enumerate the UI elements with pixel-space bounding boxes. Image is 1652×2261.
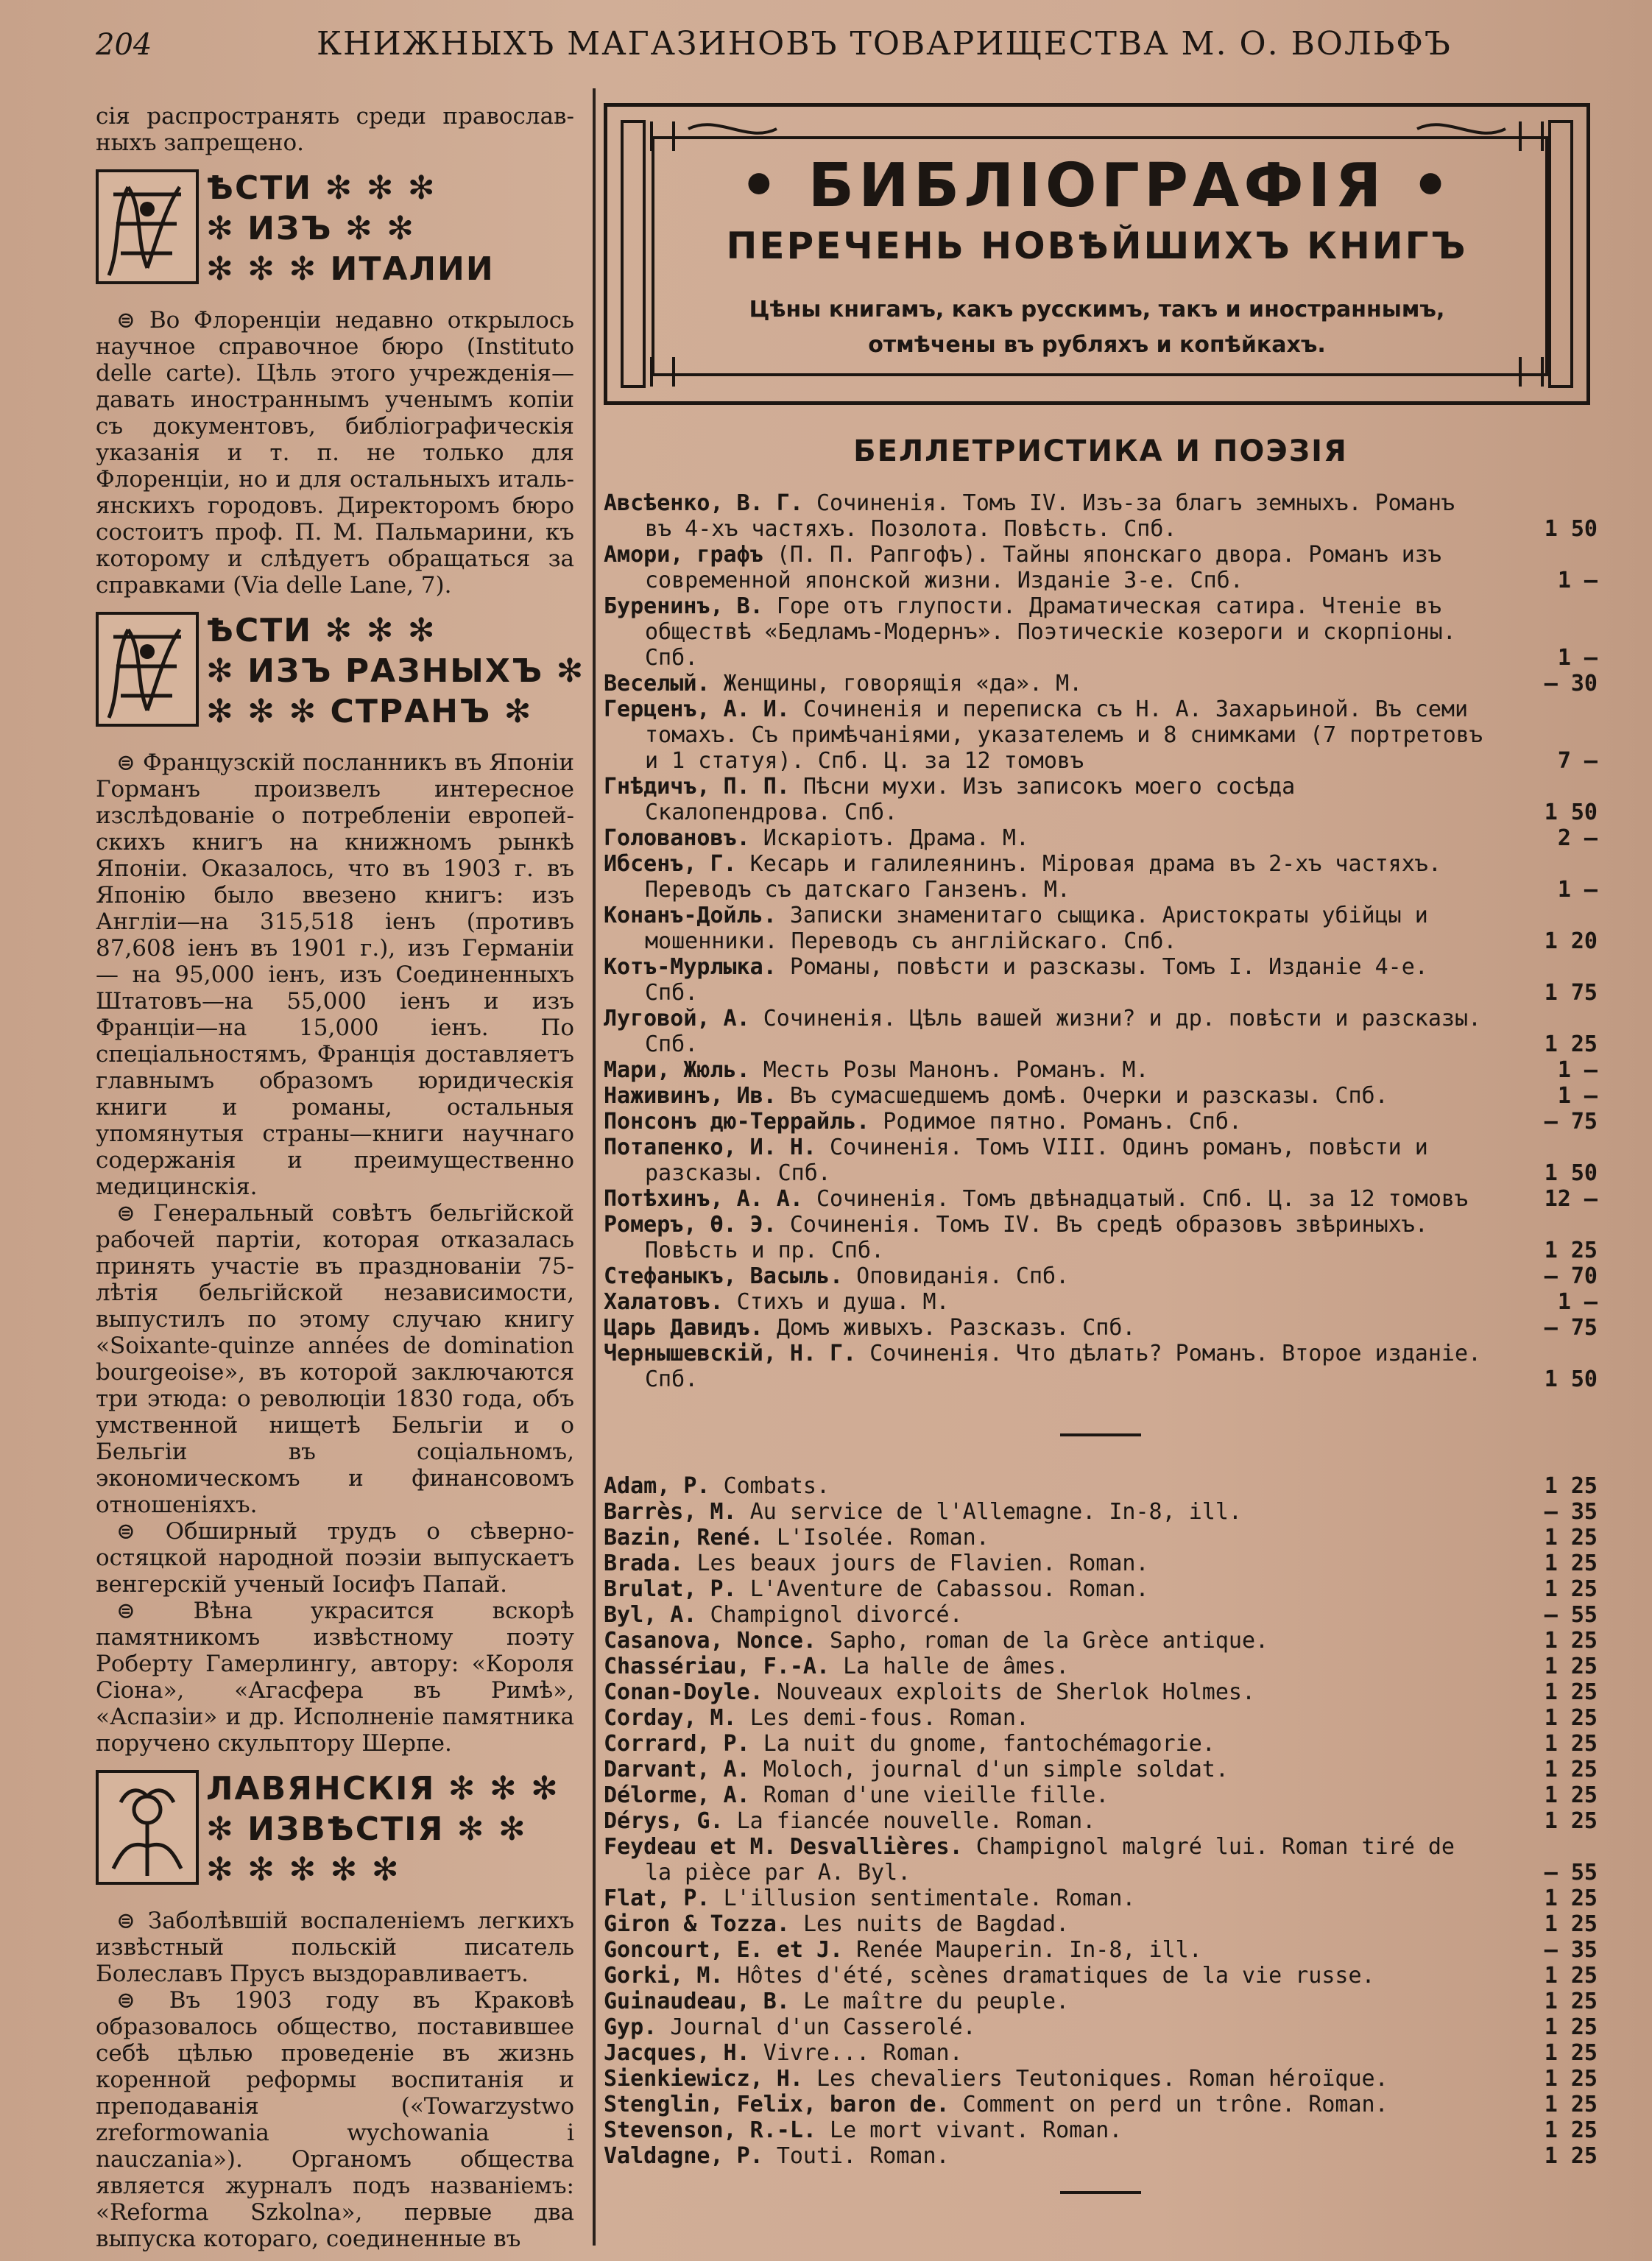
- book-author: Веселый.: [604, 671, 710, 696]
- book-entry: [604, 2143, 1598, 2169]
- book-title: Сочиненія. Томъ двѣнадцатый. Спб. Ц. за 12 томовъ: [816, 1186, 1469, 1212]
- book-author: Герценъ, А. И.: [604, 696, 790, 722]
- book-entry: [604, 1731, 1598, 1757]
- book-title: Романы, повѣсти и разсказы. Томъ I. Изданіе 4-е. Спб.: [645, 954, 1428, 1006]
- russian-book-list: [604, 490, 1598, 1392]
- section-title-line: ѢСТИ ✻ ✻ ✻: [206, 169, 437, 207]
- section-title-line: ✻ ИЗЪ ✻ ✻: [206, 210, 415, 247]
- book-entry: [604, 2066, 1598, 2092]
- book-price: — 55: [1544, 1860, 1598, 1886]
- book-price: 1 25: [1544, 1911, 1598, 1937]
- section-title-line: ✻ ИЗВѢСТІЯ ✻ ✻: [206, 1810, 527, 1848]
- book-title: Combats.: [723, 1473, 830, 1499]
- book-title: Le mort vivant. Roman.: [830, 2117, 1123, 2143]
- book-entry: [604, 1886, 1598, 1911]
- book-entry: [604, 1551, 1598, 1576]
- book-price: 1 50: [1544, 1366, 1598, 1392]
- book-price: 1 25: [1544, 1731, 1598, 1757]
- book-title: Le maître du peuple.: [802, 1989, 1070, 2014]
- page-header: [96, 25, 1612, 69]
- book-entry: [604, 851, 1598, 903]
- book-author: Ибсенъ, Г.: [604, 851, 737, 877]
- book-author: Adam, P.: [604, 1473, 710, 1499]
- book-title: Les nuits de Bagdad.: [802, 1911, 1070, 1937]
- book-title: Champignol malgré lui. Roman tiré de la pièce par A. Byl.: [645, 1834, 1455, 1886]
- book-author: Corday, M.: [604, 1705, 737, 1731]
- book-author: Gyp.: [604, 2014, 657, 2040]
- book-entry: [604, 1212, 1598, 1263]
- section-title-line: ѢСТИ ✻ ✻ ✻: [206, 612, 437, 649]
- section-head-italy: [96, 169, 574, 298]
- book-title: Journal d'un Casserolé.: [670, 2014, 976, 2040]
- book-entry: [604, 1186, 1598, 1212]
- book-author: Мари, Жюль.: [604, 1057, 750, 1083]
- book-title: Родимое пятно. Романъ. Спб.: [883, 1109, 1242, 1135]
- book-price: 1 25: [1544, 1576, 1598, 1602]
- book-author: Наживинъ, Ив.: [604, 1083, 777, 1109]
- book-title: Les beaux jours de Flavien. Roman.: [696, 1551, 1149, 1576]
- book-title: Vivre... Roman.: [763, 2040, 963, 2066]
- book-price: 1 25: [1544, 1989, 1598, 2014]
- book-entry: [604, 1289, 1598, 1315]
- paragraph: ⊜ Обширный трудъ о сѣверно-остяцкой народной поэзіи выпускаетъ венгерскій ученый Іосифъ Папай.: [96, 1518, 574, 1598]
- book-author: Царь Давидъ.: [604, 1315, 763, 1341]
- book-price: 1 25: [1544, 1782, 1598, 1808]
- book-price: 1 25: [1544, 1473, 1598, 1499]
- book-author: Stenglin, Felix, baron de.: [604, 2092, 950, 2117]
- book-author: Barrès, M.: [604, 1499, 737, 1525]
- book-price: 1 25: [1544, 1551, 1598, 1576]
- section-title-line: ✻ ✻ ✻ ИТАЛИИ: [206, 250, 495, 288]
- intro-paragraph: сія распространять среди православ-ныхъ запрещено.: [96, 103, 574, 156]
- book-price: 1 25: [1544, 2040, 1598, 2066]
- book-author: Головановъ.: [604, 825, 750, 851]
- book-title: Moloch, journal d'un simple soldat.: [763, 1757, 1229, 1782]
- book-entry: [604, 1654, 1598, 1679]
- book-author: Потѣхинъ, А. А.: [604, 1186, 803, 1212]
- book-title: Женщины, говорящія «да». М.: [723, 671, 1083, 696]
- book-entry: [604, 1341, 1598, 1392]
- book-price: 1 —: [1557, 568, 1598, 593]
- bibliography-subtitle: ПЕРЕЧЕНЬ НОВѢЙШИХЪ КНИГЪ: [726, 225, 1468, 267]
- section-head-various-countries: [96, 612, 585, 741]
- book-author: Котъ-Мурлыка.: [604, 954, 777, 980]
- book-author: Brulat, P.: [604, 1576, 737, 1602]
- book-entry: [604, 1473, 1598, 1499]
- book-author: Byl, A.: [604, 1602, 697, 1628]
- book-author: Flat, P.: [604, 1886, 710, 1911]
- book-entry: [604, 774, 1598, 825]
- section-divider: [1060, 1433, 1141, 1436]
- book-entry: [604, 2092, 1598, 2117]
- book-price: 1 25: [1544, 1679, 1598, 1705]
- book-title: Les chevaliers Teutoniques. Roman héroïque.: [816, 2066, 1388, 2092]
- book-author: Guinaudeau, B.: [604, 1989, 790, 2014]
- book-title: Оповиданія. Спб.: [856, 1263, 1070, 1289]
- book-price: 1 25: [1544, 1654, 1598, 1679]
- paragraph: ⊜ Генеральный совѣтъ бельгійской рабочей партіи, которая отказалась принять участіе въ празднованіи 75-лѣтія бельгійской независимости, выпустилъ по этому случаю книгу «Soixante-quinze années de domination bourgeoise», въ которой заключаются три этюда: о революціи 1830 года, объ умственной нищетѣ Бельгіи и о Бельгіи въ соціальномъ, экономическомъ и финансовомъ отношеніяхъ.: [96, 1200, 574, 1518]
- book-title: Домъ живыхъ. Разсказъ. Спб.: [776, 1315, 1136, 1341]
- book-price: 1 25: [1544, 1705, 1598, 1731]
- book-author: Понсонъ дю-Террайль.: [604, 1109, 870, 1135]
- book-entry: [604, 1006, 1598, 1057]
- book-author: Луговой, А.: [604, 1006, 750, 1031]
- book-title: Champignol divorcé.: [710, 1602, 963, 1628]
- book-author: Stevenson, R.-L.: [604, 2117, 816, 2143]
- book-entry: [604, 1109, 1598, 1135]
- book-entry: [604, 1937, 1598, 1963]
- section-title-line: ЛАВЯНСКІЯ ✻ ✻ ✻: [206, 1770, 560, 1807]
- paragraph: ⊜ Заболѣвшій воспаленіемъ легкихъ извѣстный польскій писатель Болеславъ Прусъ выздоравливаетъ.: [96, 1908, 574, 1987]
- book-price: 1 —: [1557, 1083, 1598, 1109]
- book-author: Sienkiewicz, H.: [604, 2066, 803, 2092]
- book-title: Сочиненія. Что дѣлать? Романъ. Второе изданіе. Спб.: [645, 1341, 1482, 1392]
- book-author: Чернышевскій, Н. Г.: [604, 1341, 857, 1366]
- book-author: Chassériau, F.-A.: [604, 1654, 830, 1679]
- book-title: Сочиненія. Томъ IV. Въ средѣ образовъ звѣриныхъ. Повѣсть и пр. Спб.: [645, 1212, 1428, 1263]
- page-number: 204: [96, 28, 152, 62]
- book-title: Горе отъ глупости. Драматическая сатира. Чтеніе въ обществѣ «Бедламъ-Модернъ». Поэтическіе козероги и скорпіоны. Спб.: [645, 593, 1456, 671]
- book-price: 1 25: [1544, 2117, 1598, 2143]
- book-author: Feydeau et M. Desvallières.: [604, 1834, 963, 1860]
- book-entry: [604, 2014, 1598, 2040]
- book-price: 1 25: [1544, 2092, 1598, 2117]
- bibliography-title: • БИБЛІОГРАФІЯ •: [739, 151, 1455, 221]
- book-price: 1 25: [1544, 1886, 1598, 1911]
- book-price: — 75: [1544, 1109, 1598, 1135]
- book-entry: [604, 1602, 1598, 1628]
- book-entry: [604, 1135, 1598, 1186]
- paragraph: ⊜ Въ 1903 году въ Краковѣ образовалось общество, поставившее себѣ цѣлью проведеніе въ жизнь коренной реформы воспитанія и преподаванія («Towarzystwo zreformowania wychowania i nauczania»). Органомъ общества является журналъ подъ названіемъ: «Reforma Szkolna», первые два выпуска котораго, соединенные въ: [96, 1987, 574, 2252]
- book-price: 1 50: [1544, 1160, 1598, 1186]
- book-author: Valdagne, P.: [604, 2143, 763, 2169]
- book-title: Кесарь и галилеянинъ. Міровая драма въ 2-хъ частяхъ. Переводъ съ датскаго Ганзенъ. М.: [645, 851, 1441, 903]
- book-author: Délorme, A.: [604, 1782, 750, 1808]
- book-price: 1 50: [1544, 516, 1598, 542]
- book-price: 7 —: [1557, 748, 1598, 774]
- book-price: 1 50: [1544, 800, 1598, 825]
- book-entry: [604, 593, 1598, 671]
- left-column: [96, 103, 585, 2252]
- book-author: Corrard, P.: [604, 1731, 750, 1757]
- book-entry: [604, 903, 1598, 954]
- right-column: [604, 103, 1598, 2238]
- book-entry: [604, 1057, 1598, 1083]
- book-title: Renée Mauperin. In-8, ill.: [856, 1937, 1202, 1963]
- book-price: — 30: [1544, 671, 1598, 696]
- book-entry: [604, 954, 1598, 1006]
- book-author: Конанъ-Дойль.: [604, 903, 777, 928]
- book-entry: [604, 2040, 1598, 2066]
- section-head-slavic-news: [96, 1770, 574, 1899]
- section-title-line: ✻ ✻ ✻ СТРАНЪ ✻: [206, 693, 533, 730]
- book-author: Авсѣенко, В. Г.: [604, 490, 803, 516]
- book-title: L'Isolée. Roman.: [776, 1525, 989, 1551]
- ornament-initial-icon: [96, 169, 199, 284]
- book-price: 1 —: [1557, 1289, 1598, 1315]
- book-price: 1 25: [1544, 2143, 1598, 2169]
- column-divider: [593, 88, 596, 2246]
- book-price: 1 75: [1544, 980, 1598, 1006]
- book-title: L'Aventure de Cabassou. Roman.: [749, 1576, 1149, 1602]
- book-author: Conan-Doyle.: [604, 1679, 763, 1705]
- book-title: Comment on perd un trône. Roman.: [962, 2092, 1388, 2117]
- book-entry: [604, 2117, 1598, 2143]
- book-title: Въ сумасшедшемъ домѣ. Очерки и разсказы. Спб.: [789, 1083, 1388, 1109]
- book-price: 1 20: [1544, 928, 1598, 954]
- book-author: Bazin, René.: [604, 1525, 763, 1551]
- book-entry: [604, 671, 1598, 696]
- book-author: Darvant, A.: [604, 1757, 750, 1782]
- book-title: Sapho, roman de la Grèce antique.: [830, 1628, 1269, 1654]
- foreign-book-list: [604, 1473, 1598, 2169]
- book-entry: [604, 825, 1598, 851]
- book-title: Nouveaux exploits de Sherlok Holmes.: [776, 1679, 1256, 1705]
- book-title: Искаріотъ. Драма. М.: [763, 825, 1029, 851]
- book-price: 1 25: [1544, 2066, 1598, 2092]
- book-title: Roman d'une vieille fille.: [763, 1782, 1109, 1808]
- book-price: 12 —: [1544, 1186, 1598, 1212]
- book-price: 1 —: [1557, 645, 1598, 671]
- book-title: Hôtes d'été, scènes dramatiques de la vie russe.: [736, 1963, 1375, 1989]
- bibliography-note: Цѣны книгамъ, какъ русскимъ, такъ и иностраннымъ,: [749, 297, 1445, 322]
- book-price: — 70: [1544, 1263, 1598, 1289]
- book-author: Амори, графъ: [604, 542, 763, 568]
- book-entry: [604, 1083, 1598, 1109]
- ornament-flower-icon: [96, 1770, 199, 1885]
- book-price: 1 25: [1544, 1628, 1598, 1654]
- book-author: Giron & Tozza.: [604, 1911, 790, 1937]
- section-divider: [1060, 2191, 1141, 2194]
- book-price: 1 —: [1557, 877, 1598, 903]
- book-entry: [604, 1834, 1598, 1886]
- book-entry: [604, 1499, 1598, 1525]
- book-entry: [604, 1963, 1598, 1989]
- section-title-line: ✻ ✻ ✻ ✻ ✻: [206, 1851, 400, 1888]
- book-author: Dérys, G.: [604, 1808, 724, 1834]
- book-price: 1 25: [1544, 2014, 1598, 2040]
- book-title: L'illusion sentimentale. Roman.: [723, 1886, 1136, 1911]
- book-title: Записки знаменитаго сыщика. Аристократы убійцы и мошенники. Переводъ съ англійскаго. Спб.: [645, 903, 1428, 954]
- book-price: 1 25: [1544, 1757, 1598, 1782]
- book-entry: [604, 1315, 1598, 1341]
- book-author: Халатовъ.: [604, 1289, 724, 1315]
- book-entry: [604, 1989, 1598, 2014]
- book-author: Буренинъ, В.: [604, 593, 763, 619]
- book-author: Gorki, M.: [604, 1963, 724, 1989]
- book-author: Jacques, H.: [604, 2040, 750, 2066]
- book-entry: [604, 490, 1598, 542]
- section-title-line: ✻ ИЗЪ РАЗНЫХЪ ✻: [206, 652, 585, 690]
- book-entry: [604, 1705, 1598, 1731]
- book-title: La fiancée nouvelle. Roman.: [736, 1808, 1096, 1834]
- book-entry: [604, 1782, 1598, 1808]
- book-title: Месть Розы Манонъ. Романъ. М.: [763, 1057, 1149, 1083]
- book-title: Touti. Roman.: [776, 2143, 950, 2169]
- book-title: Сочиненія. Томъ VIII. Одинъ романъ, повѣсти и разсказы. Спб.: [645, 1135, 1428, 1186]
- book-price: 1 25: [1544, 1963, 1598, 1989]
- book-price: 2 —: [1557, 825, 1598, 851]
- ornament-initial-icon: [96, 612, 199, 727]
- book-entry: [604, 1576, 1598, 1602]
- book-price: — 55: [1544, 1602, 1598, 1628]
- book-title: Au service de l'Allemagne. In-8, ill.: [749, 1499, 1242, 1525]
- book-entry: [604, 1525, 1598, 1551]
- book-title: Стихъ и душа. М.: [736, 1289, 950, 1315]
- book-author: Casanova, Nonce.: [604, 1628, 816, 1654]
- book-price: — 35: [1544, 1937, 1598, 1963]
- bibliography-note: отмѣчены въ рубляхъ и копѣйкахъ.: [868, 332, 1326, 358]
- book-entry: [604, 1808, 1598, 1834]
- book-price: 1 25: [1544, 1525, 1598, 1551]
- paragraph: ⊜ Французскій посланникъ въ Японіи Горманъ произвелъ интересное изслѣдованіе о потребленіи европей-скихъ книгъ на книжномъ рынкѣ Японіи. Оказалось, что въ 1903 г. въ Японію было ввезено книгъ: изъ Англіи—на 315,518 іенъ (противъ 87,608 іенъ въ 1901 г.), изъ Германіи — на 95,000 іенъ, изъ Соединенныхъ Штатовъ—на 55,000 іенъ и изъ Франціи—на 15,000 іенъ. По спеціальностямъ, Франція доставляетъ главнымъ образомъ юридическія книги и романы, остальныя упомянутыя страны—книги научнаго содержанія и преимущественно медицинскія.: [96, 749, 574, 1200]
- book-entry: [604, 1757, 1598, 1782]
- book-author: Ромеръ, Ѳ. Э.: [604, 1212, 777, 1238]
- bibliography-banner: [604, 103, 1590, 405]
- book-title: Сочиненія и переписка съ Н. А. Захарьиной. Въ семи томахъ. Съ примѣчаніями, указателемъ и 8 снимками (7 портретовъ и 1 статуя). Спб. Ц. за 12 томовъ: [645, 696, 1483, 774]
- book-title: Пѣсни мухи. Изъ записокъ моего сосѣда Скалопендрова. Спб.: [645, 774, 1296, 825]
- book-price: 1 25: [1544, 1808, 1598, 1834]
- book-price: 1 —: [1557, 1057, 1598, 1083]
- paragraph: ⊜ Во Флоренціи недавно открылось научное справочное бюро (Instituto delle carte). Цѣль этого учрежденія—давать иностраннымъ ученымъ копіи съ документовъ, библіографическія указанія и т. п. не только для Флоренціи, но и для остальныхъ италь-янскихъ городовъ. Директоромъ бюро состоитъ проф. П. М. Пальмарини, къ которому и слѣдуетъ обращаться за справками (Via delle Lane, 7).: [96, 307, 574, 599]
- book-title: La halle de âmes.: [843, 1654, 1070, 1679]
- book-entry: [604, 1263, 1598, 1289]
- book-author: Goncourt, E. et J.: [604, 1937, 844, 1963]
- book-author: Стефаныкъ, Васыль.: [604, 1263, 844, 1289]
- russian-section-heading: БЕЛЛЕТРИСТИКА И ПОЭЗІЯ: [853, 434, 1348, 468]
- book-author: Потапенко, И. Н.: [604, 1135, 816, 1160]
- paragraph: ⊜ Вѣна украсится вскорѣ памятникомъ извѣстному поэту Роберту Гамерлингу, автору: «Короля Сіона», «Агасфера въ Римѣ», «Аспазіи» и др. Исполненіе памятника поручено скульптору Шерпе.: [96, 1598, 574, 1757]
- book-price: — 75: [1544, 1315, 1598, 1341]
- book-entry: [604, 696, 1598, 774]
- book-entry: [604, 1679, 1598, 1705]
- book-title: Сочиненія. Цѣль вашей жизни? и др. повѣсти и разсказы. Спб.: [645, 1006, 1482, 1057]
- book-entry: [604, 1628, 1598, 1654]
- book-price: — 35: [1544, 1499, 1598, 1525]
- book-title: (П. П. Рапгофъ). Тайны японскаго двора. Романъ изъ современной японской жизни. Изданіе 3-е. Спб.: [645, 542, 1441, 593]
- book-title: Les demi-fous. Roman.: [749, 1705, 1029, 1731]
- book-entry: [604, 542, 1598, 593]
- book-entry: [604, 1911, 1598, 1937]
- book-title: Сочиненія. Томъ IV. Изъ-за благъ земныхъ. Романъ въ 4-хъ частяхъ. Позолота. Повѣсть. Спб.: [645, 490, 1455, 542]
- book-title: La nuit du gnome, fantochémagorie.: [763, 1731, 1215, 1757]
- book-price: 1 25: [1544, 1031, 1598, 1057]
- running-head: КНИЖНЫХЪ МАГАЗИНОВЪ ТОВАРИЩЕСТВА М. О. ВОЛЬФЪ: [317, 25, 1452, 63]
- book-price: 1 25: [1544, 1238, 1598, 1263]
- book-author: Гнѣдичъ, П. П.: [604, 774, 790, 800]
- book-author: Brada.: [604, 1551, 684, 1576]
